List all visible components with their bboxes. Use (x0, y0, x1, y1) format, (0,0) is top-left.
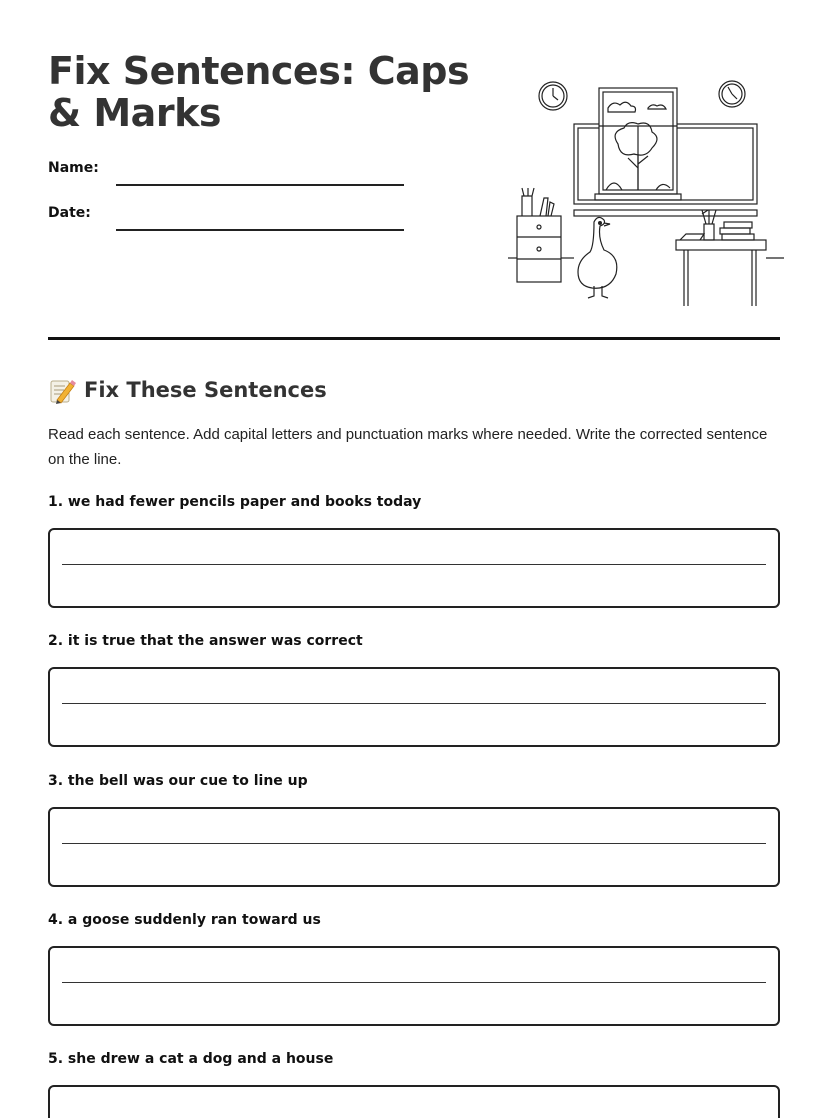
left-clock-icon (539, 82, 567, 110)
answer-box[interactable] (48, 528, 780, 608)
question-prompt: 4. a goose suddenly ran toward us (48, 912, 321, 928)
shelf (574, 210, 757, 216)
answer-box[interactable] (48, 1085, 780, 1118)
header-divider (48, 337, 780, 340)
classroom-illustration (508, 74, 784, 310)
name-write-line[interactable] (116, 184, 404, 186)
date-field (48, 205, 408, 235)
question-item (48, 1051, 780, 1071)
question-item (48, 633, 780, 653)
answer-line (62, 703, 766, 704)
worksheet-title: Fix Sentences: Caps & Marks (48, 49, 470, 135)
section-heading: Fix These Sentences (84, 378, 327, 402)
question-prompt: 2. it is true that the answer was correct (48, 633, 363, 649)
right-clock-icon (719, 81, 745, 107)
date-write-line[interactable] (116, 229, 404, 231)
name-field (48, 160, 408, 190)
answer-box[interactable] (48, 667, 780, 747)
question-item (48, 494, 780, 514)
memo-pencil-icon (48, 376, 76, 404)
question-prompt: 3. the bell was our cue to line up (48, 773, 308, 789)
answer-box[interactable] (48, 946, 780, 1026)
desk (676, 210, 766, 306)
answer-line (62, 982, 766, 983)
goose-drawing (578, 217, 617, 298)
drawer-cabinet (517, 188, 561, 282)
date-label: Date: (48, 205, 91, 221)
name-label: Name: (48, 160, 99, 176)
window (595, 88, 681, 200)
instructions-text: Read each sentence. Add capital letters and punctuation marks where needed. Write the corrected sentence on the line. (48, 426, 768, 468)
question-prompt: 5. she drew a cat a dog and a house (48, 1051, 334, 1067)
section-header (48, 374, 327, 406)
question-prompt: 1. we had fewer pencils paper and books today (48, 494, 422, 510)
answer-line (62, 843, 766, 844)
question-item (48, 773, 780, 793)
answer-line (62, 564, 766, 565)
question-item (48, 912, 780, 932)
answer-box[interactable] (48, 807, 780, 887)
